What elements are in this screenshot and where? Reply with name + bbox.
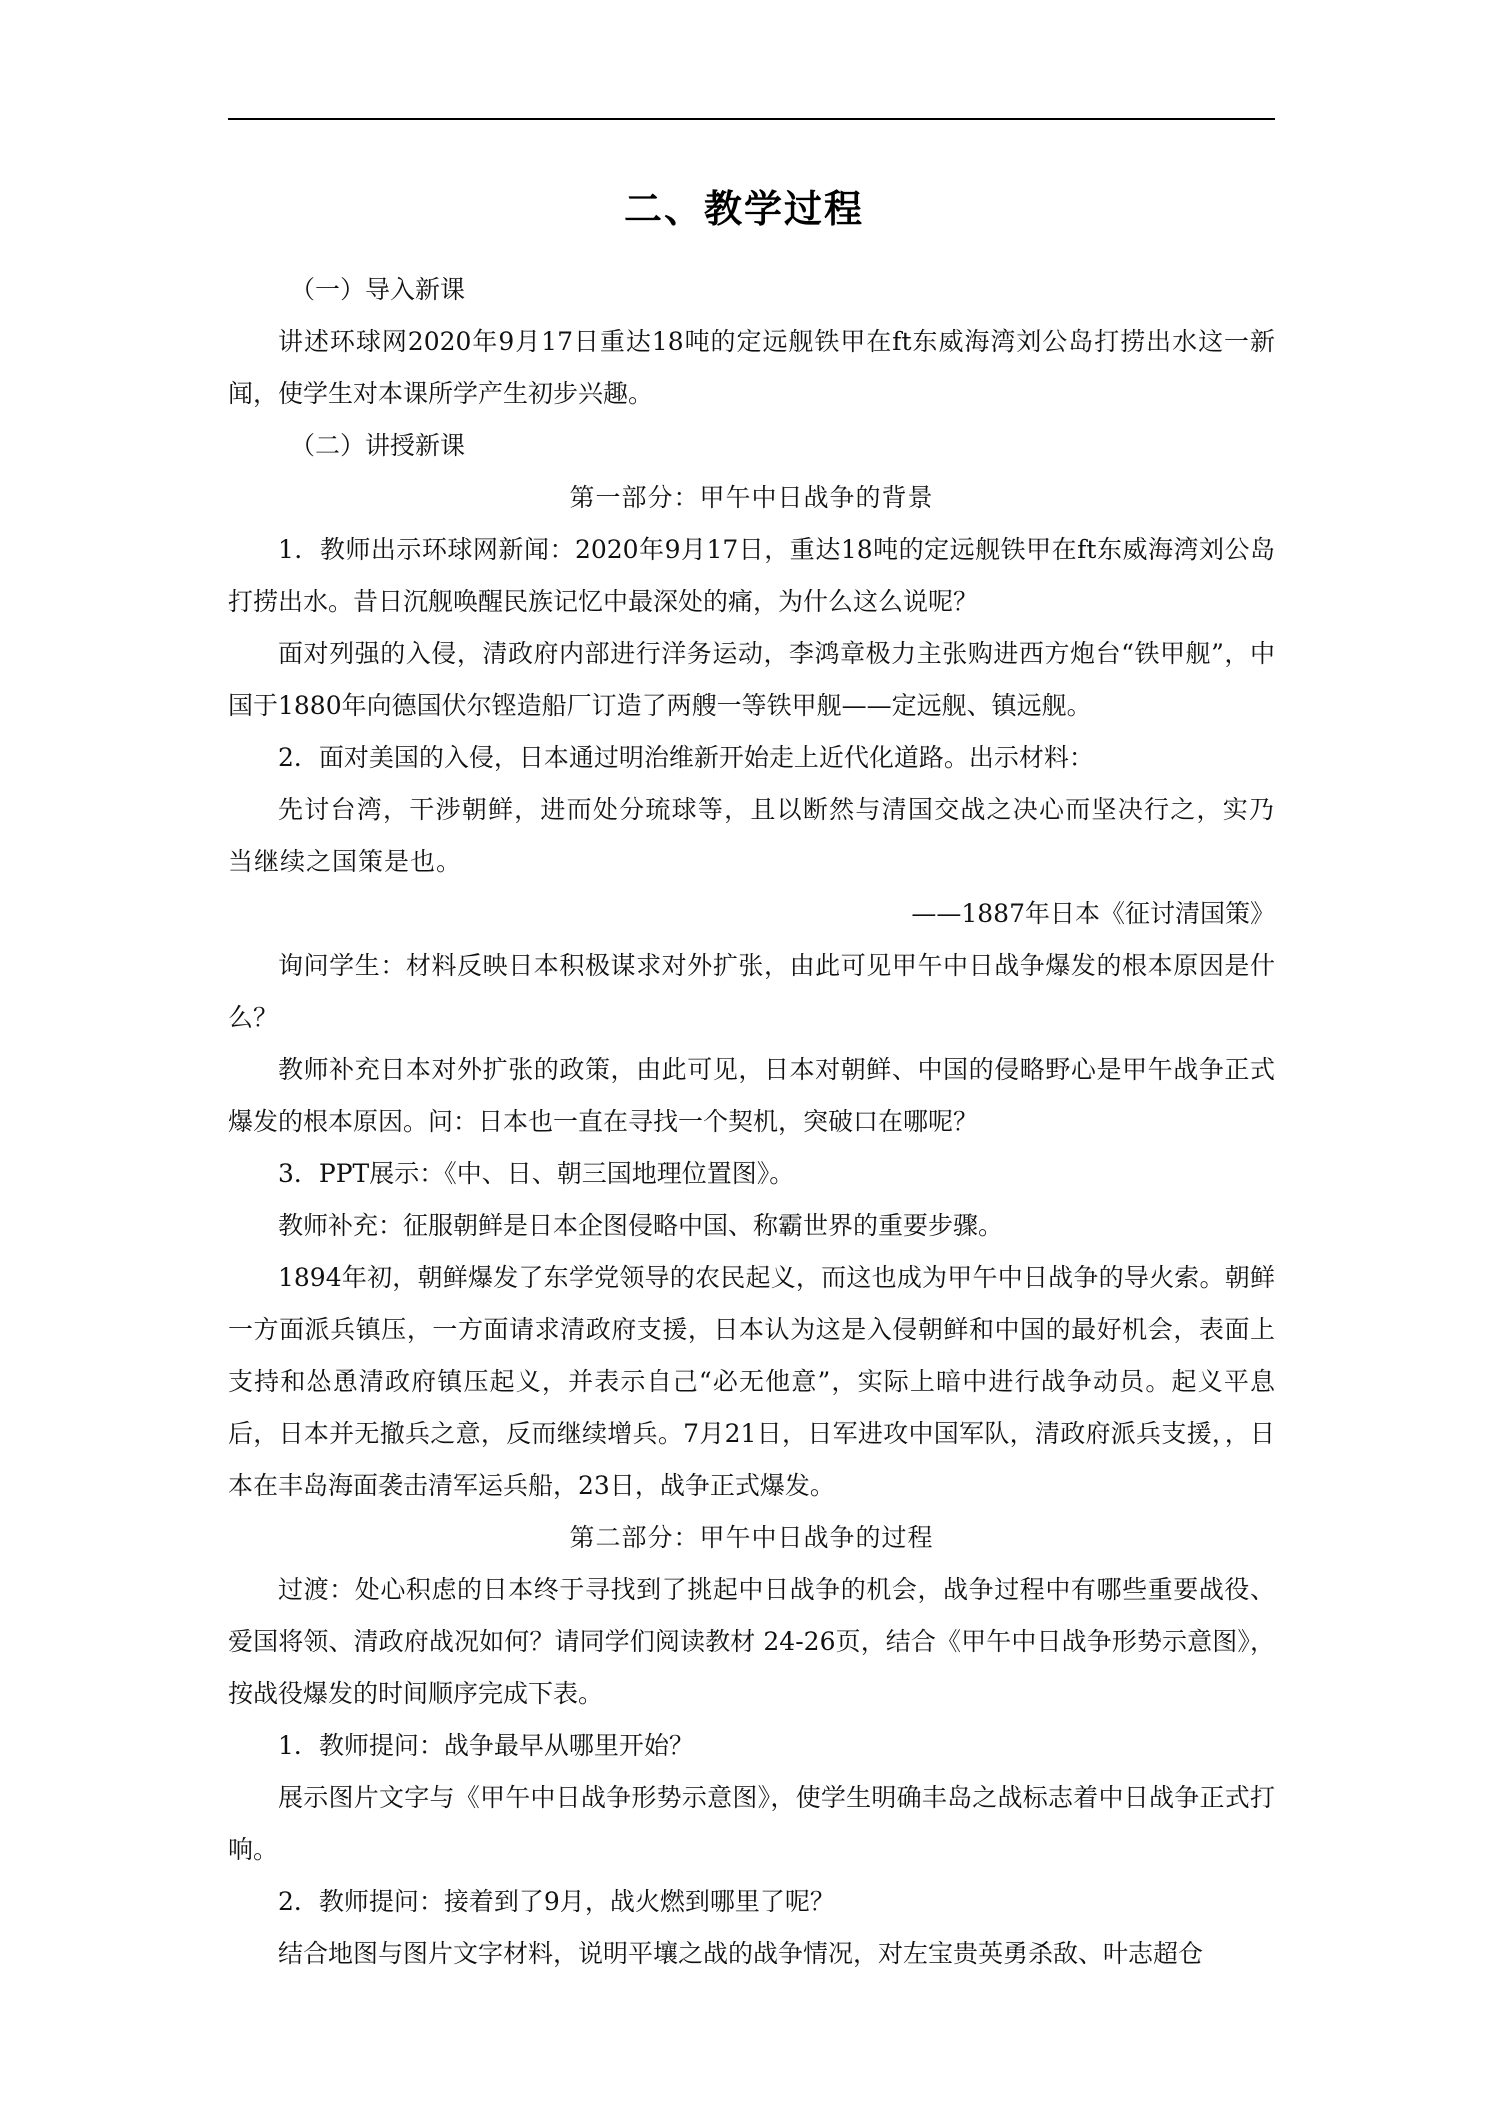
paragraph: 面对列强的入侵，清政府内部进行洋务运动，李鸿章极力主张购进西方炮台“铁甲舰”，中国于1880年向德国伏尔铿造船厂订造了两艘一等铁甲舰——定远舰、镇远舰。 — [228, 639, 1275, 720]
part-two-title: 第二部分：甲午中日战争的过程 — [569, 1523, 934, 1552]
quoted-material: 先讨台湾，干涉朝鲜，进而处分琉球等，且以断然与清国交战之决心而坚决行之，实乃当继续之国策是也。 — [228, 795, 1275, 876]
paragraph: 教师补充：征服朝鲜是日本企图侵略中国、称霸世界的重要步骤。 — [278, 1211, 1004, 1240]
document-body — [228, 264, 1275, 1980]
paragraph: 1．教师出示环球网新闻：2020年9月17日，重达18吨的定远舰铁甲在ft东威海湾刘公岛打捞出水。昔日沉舰唤醒民族记忆中最深处的痛，为什么这么说呢？ — [228, 535, 1275, 616]
part-one-title: 第一部分：甲午中日战争的背景 — [569, 483, 934, 512]
paragraph: 展示图片文字与《甲午中日战争形势示意图》，使学生明确丰岛之战标志着中日战争正式打响。 — [228, 1783, 1275, 1864]
paragraph: 2．面对美国的入侵，日本通过明治维新开始走上近代化道路。出示材料： — [278, 743, 1094, 772]
quote-source: ——1887年日本《征讨清国策》 — [911, 899, 1275, 928]
section-heading-intro: （一）导入新课 — [290, 275, 466, 304]
section-heading-lecture: （二）讲授新课 — [290, 431, 466, 460]
page-title: 二、教学过程 — [623, 187, 864, 231]
paragraph: 1894年初，朝鲜爆发了东学党领导的农民起义，而这也成为甲午中日战争的导火索。朝鲜一方面派兵镇压，一方面请求清政府支援，日本认为这是入侵朝鲜和中国的最好机会，表面上支持和怂恿清政府镇压起义，并表示自己“必无他意”，实际上暗中进行战争动员。起义平息后，日本并无撤兵之意，反而继续增兵。7月21日，日军进攻中国军队，清政府派兵支援，，日本在丰岛海面袭击清军运兵船，23日，战争正式爆发。 — [228, 1263, 1275, 1500]
paragraph: 1．教师提问：战争最早从哪里开始？ — [278, 1731, 694, 1760]
paragraph: 过渡：处心积虑的日本终于寻找到了挑起中日战争的机会，战争过程中有哪些重要战役、爱国将领、清政府战况如何？请同学们阅读教材 24-26页，结合《甲午中日战争形势示意图》，按战役爆发的时间顺序完成下表。 — [228, 1575, 1275, 1708]
paragraph: 3．PPT展示：《中、日、朝三国地理位置图》。 — [278, 1159, 795, 1188]
paragraph: 教师补充日本对外扩张的政策，由此可见，日本对朝鲜、中国的侵略野心是甲午战争正式爆发的根本原因。问：日本也一直在寻找一个契机，突破口在哪呢？ — [228, 1055, 1275, 1136]
paragraph: 结合地图与图片文字材料，说明平壤之战的战争情况，对左宝贵英勇杀敌、叶志超仓 — [278, 1939, 1204, 1968]
paragraph: 2．教师提问：接着到了9月，战火燃到哪里了呢？ — [278, 1887, 835, 1916]
paragraph: 讲述环球网2020年9月17日重达18吨的定远舰铁甲在ft东威海湾刘公岛打捞出水这一新闻，使学生对本课所学产生初步兴趣。 — [228, 327, 1275, 408]
paragraph: 询问学生：材料反映日本积极谋求对外扩张，由此可见甲午中日战争爆发的根本原因是什么？ — [228, 951, 1275, 1032]
header-rule — [228, 118, 1275, 120]
